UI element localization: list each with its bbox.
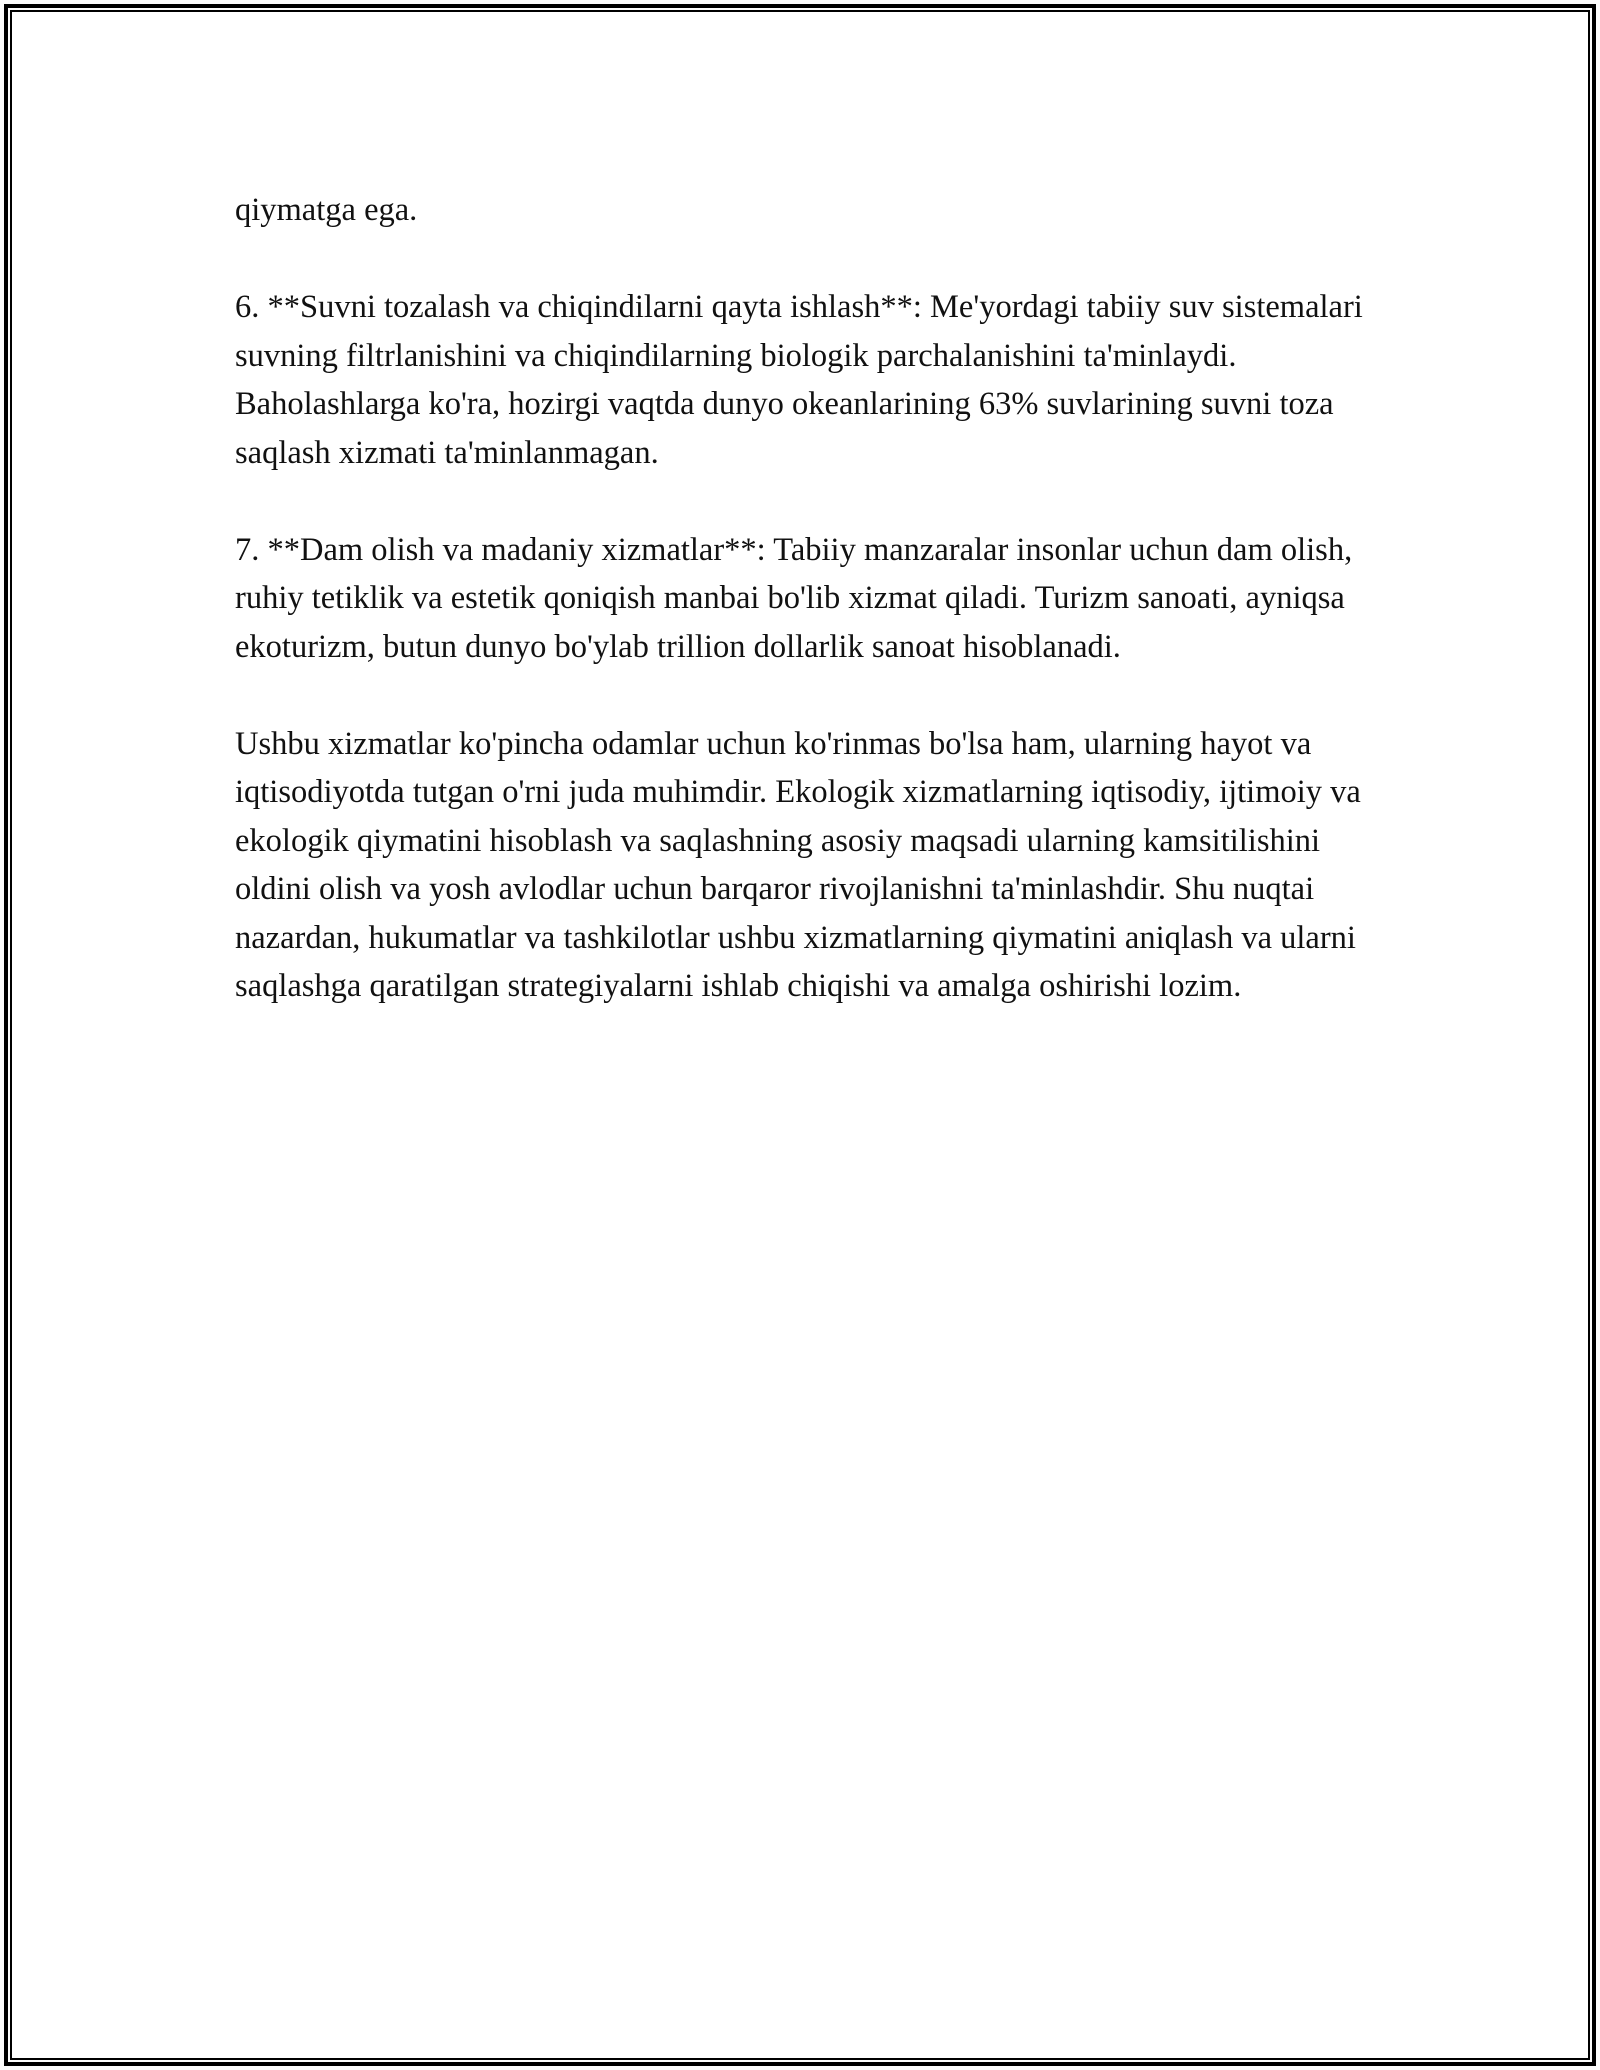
paragraph-continuation: qiymatga ega. (235, 192, 418, 228)
paragraph-item-6-water-purification: 6. **Suvni tozalash va chiqindilarni qayta ishlash**: Me'yordagi tabiiy suv sistemalari suvning filtrlanishini va chiqindilarning biologik parchalanishini ta'minlaydi. Baholashlarga ko'ra, hozirgi vaqtda dunyo okeanlarining 63% suvlarining suvni toza saqlash xizmati ta'minlanmagan. (235, 289, 1363, 471)
paragraph-item-7-recreation-culture: 7. **Dam olish va madaniy xizmatlar**: Tabiiy manzaralar insonlar uchun dam olish, ruhiy tetiklik va estetik qoniqish manbai bo'lib xizmat qiladi. Turizm sanoati, ayniqsa ekoturizm, butun dunyo bo'ylab trillion dollarlik sanoat hisoblanadi. (235, 531, 1353, 665)
document-body (235, 186, 1375, 1059)
paragraph-conclusion: Ushbu xizmatlar ko'pincha odamlar uchun ko'rinmas bo'lsa ham, ularning hayot va iqtisodiyotda tutgan o'rni juda muhimdir. Ekologik xizmatlarning iqtisodiy, ijtimoiy va ekologik qiymatini hisoblash va saqlashning asosiy maqsadi ularning kamsitilishini oldini olish va yosh avlodlar uchun barqaror rivojlanishni ta'minlashdir. Shu nuqtai nazardan, hukumatlar va tashkilotlar ushbu xizmatlarning qiymatini aniqlash va ularni saqlashga qaratilgan strategiyalarni ishlab chiqishi va amalga oshirishi lozim. (235, 725, 1361, 1004)
